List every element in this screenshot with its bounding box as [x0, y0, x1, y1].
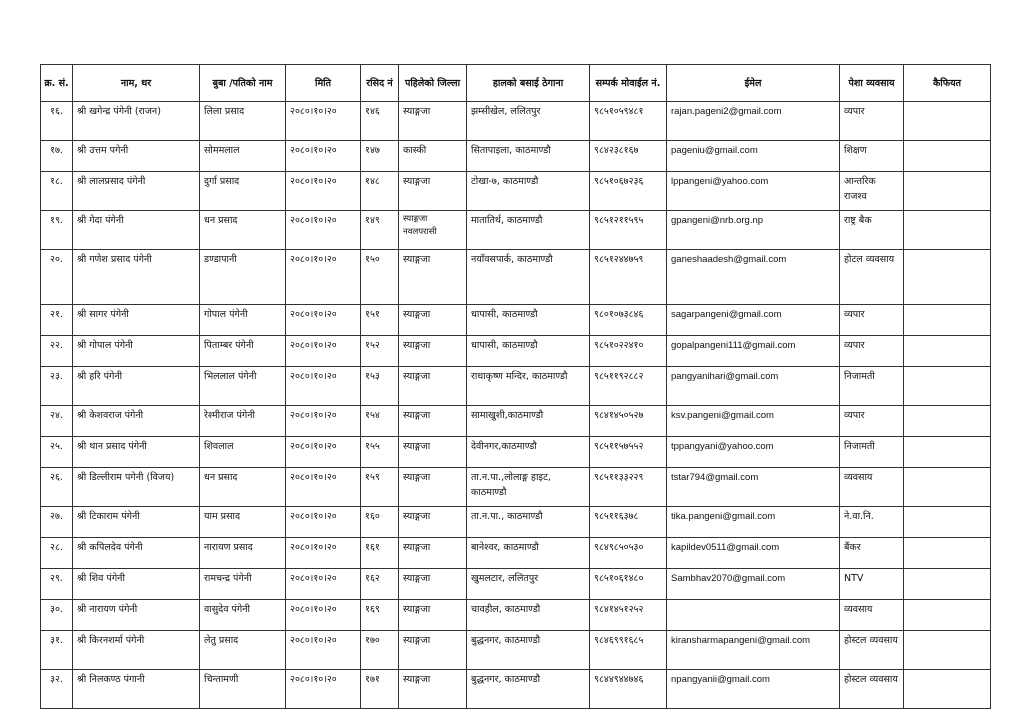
cell-occupation: व्यवसाय [840, 468, 904, 507]
cell-name: श्री डिल्लीराम पगेनी (विजय) [73, 468, 200, 507]
cell-remarks [904, 569, 991, 600]
cell-receipt: १६२ [361, 569, 399, 600]
table-row [41, 437, 991, 468]
cell-phone: ९८४६९९१६८५ [590, 631, 667, 670]
cell-serial: २०. [41, 250, 73, 305]
cell-email: Sambhav2070@gmail.com [667, 569, 840, 600]
cell-remarks [904, 437, 991, 468]
table-row [41, 141, 991, 172]
cell-prev-district: स्याङ्गजा [399, 367, 467, 406]
cell-prev-district: स्याङ्गजा नवलपरासी [399, 211, 467, 250]
cell-remarks [904, 211, 991, 250]
cell-email: ksv.pangeni@gmail.com [667, 406, 840, 437]
cell-serial: २६. [41, 468, 73, 507]
table-row [41, 102, 991, 141]
header-address: हालको बसाई ठेगाना [467, 65, 590, 102]
cell-address: बानेश्वर, काठमाण्डौ [467, 538, 590, 569]
cell-receipt: १४८ [361, 172, 399, 211]
cell-address: बुद्धनगर, काठमाण्डौ [467, 631, 590, 670]
cell-email: rajan.pageni2@gmail.com [667, 102, 840, 141]
cell-serial: १९. [41, 211, 73, 250]
cell-name: श्री लालप्रसाद पंगेनी [73, 172, 200, 211]
cell-date: २०८०।१०।२० [286, 141, 361, 172]
cell-date: २०८०।१०।२० [286, 569, 361, 600]
cell-father: याम प्रसाद [200, 507, 286, 538]
cell-email [667, 600, 840, 631]
cell-date: २०८०।१०।२० [286, 507, 361, 538]
cell-remarks [904, 336, 991, 367]
cell-phone: ९८५११५७५५२ [590, 437, 667, 468]
cell-receipt: १४७ [361, 141, 399, 172]
table-row [41, 172, 991, 211]
cell-email: gpangeni@nrb.org.np [667, 211, 840, 250]
member-table [40, 64, 991, 709]
header-serial: क्र. सं. [41, 65, 73, 102]
cell-father: वासुदेव पंगेनी [200, 600, 286, 631]
table-row [41, 367, 991, 406]
cell-father: चिन्तामणी [200, 670, 286, 709]
cell-prev-district: स्याङ्गजा [399, 538, 467, 569]
cell-occupation: व्यपार [840, 102, 904, 141]
cell-prev-district: स्याङ्गजा [399, 102, 467, 141]
table-row [41, 250, 991, 305]
cell-father: धन प्रसाद [200, 468, 286, 507]
cell-father: पिताम्बर पंगेनी [200, 336, 286, 367]
cell-prev-district: स्याङ्गजा [399, 507, 467, 538]
cell-name: श्री सागर पंगेनी [73, 305, 200, 336]
table-row [41, 305, 991, 336]
cell-serial: १७. [41, 141, 73, 172]
cell-address: सितापाइला, काठमाण्डौ [467, 141, 590, 172]
cell-serial: ३१. [41, 631, 73, 670]
cell-phone: ९८५१२११५९५ [590, 211, 667, 250]
cell-occupation: व्यपार [840, 336, 904, 367]
cell-father: रामचन्द्र पंगेनी [200, 569, 286, 600]
cell-prev-district: स्याङ्गजा [399, 670, 467, 709]
cell-occupation: होटल व्यवसाय [840, 250, 904, 305]
cell-date: २०८०।१०।२० [286, 250, 361, 305]
cell-occupation: व्यपार [840, 406, 904, 437]
cell-serial: २८. [41, 538, 73, 569]
cell-prev-district: स्याङ्गजा [399, 336, 467, 367]
cell-date: २०८०।१०।२० [286, 437, 361, 468]
cell-name: श्री थान प्रसाद पंगेनी [73, 437, 200, 468]
cell-receipt: १६० [361, 507, 399, 538]
cell-email: kiransharmapangeni@gmail.com [667, 631, 840, 670]
cell-phone: ९८५१०६१४८० [590, 569, 667, 600]
cell-remarks [904, 141, 991, 172]
cell-father: रेश्मीराज पंगेनी [200, 406, 286, 437]
cell-date: २०८०।१०।२० [286, 336, 361, 367]
cell-date: २०८०।१०।२० [286, 211, 361, 250]
cell-date: २०८०।१०।२० [286, 468, 361, 507]
cell-remarks [904, 600, 991, 631]
cell-remarks [904, 102, 991, 141]
cell-prev-district: स्याङ्गजा [399, 631, 467, 670]
header-name: नाम, थर [73, 65, 200, 102]
header-occupation: पेशा व्यवसाय [840, 65, 904, 102]
header-father: बुबा /पतिको नाम [200, 65, 286, 102]
cell-serial: २२. [41, 336, 73, 367]
cell-remarks [904, 631, 991, 670]
table-row [41, 211, 991, 250]
cell-address: झम्सीखेल, ललितपुर [467, 102, 590, 141]
cell-serial: २४. [41, 406, 73, 437]
cell-name: श्री खगेन्द्र पंगेनी (राजन) [73, 102, 200, 141]
cell-serial: ३२. [41, 670, 73, 709]
cell-father: नारायण प्रसाद [200, 538, 286, 569]
cell-date: २०८०।१०।२० [286, 631, 361, 670]
cell-serial: २९. [41, 569, 73, 600]
cell-father: लिला प्रसाद [200, 102, 286, 141]
cell-remarks [904, 507, 991, 538]
cell-receipt: १५२ [361, 336, 399, 367]
cell-receipt: १६९ [361, 600, 399, 631]
cell-occupation: ने.वा.नि. [840, 507, 904, 538]
cell-occupation: निजामती [840, 367, 904, 406]
cell-father: भिललाल पंगेनी [200, 367, 286, 406]
cell-occupation: शिक्षण [840, 141, 904, 172]
cell-remarks [904, 468, 991, 507]
cell-remarks [904, 305, 991, 336]
cell-receipt: १७१ [361, 670, 399, 709]
cell-father: डण्डापानी [200, 250, 286, 305]
cell-receipt: १५१ [361, 305, 399, 336]
cell-email: lppangeni@yahoo.com [667, 172, 840, 211]
cell-phone: ९८५११९२८८२ [590, 367, 667, 406]
cell-remarks [904, 538, 991, 569]
cell-name: श्री हरि पंगेनी [73, 367, 200, 406]
cell-father: लेतु प्रसाद [200, 631, 286, 670]
cell-receipt: १५४ [361, 406, 399, 437]
cell-remarks [904, 406, 991, 437]
cell-phone: ९८४९८५०५३० [590, 538, 667, 569]
cell-address: राधाकृष्ण मन्दिर, काठमाण्डौ [467, 367, 590, 406]
cell-prev-district: स्याङ्गजा [399, 172, 467, 211]
cell-address: मातातिर्थ, काठमाण्डौ [467, 211, 590, 250]
cell-occupation: निजामती [840, 437, 904, 468]
cell-remarks [904, 172, 991, 211]
cell-name: श्री गणेश प्रसाद पंगेनी [73, 250, 200, 305]
header-email: ईमेल [667, 65, 840, 102]
cell-prev-district: स्याङ्गजा [399, 406, 467, 437]
cell-phone: ९८४१४५१२५२ [590, 600, 667, 631]
cell-serial: २७. [41, 507, 73, 538]
cell-phone: ९८५११६३७८ [590, 507, 667, 538]
cell-prev-district: स्याङ्गजा [399, 468, 467, 507]
cell-serial: १६. [41, 102, 73, 141]
cell-phone: ९८०१०७३८४६ [590, 305, 667, 336]
cell-address: खुमलटार, ललितपुर [467, 569, 590, 600]
cell-email: npangyanii@gmail.com [667, 670, 840, 709]
cell-phone: ९८४२३८१६७ [590, 141, 667, 172]
cell-address: धापासी, काठमाण्डौ [467, 336, 590, 367]
cell-serial: २५. [41, 437, 73, 468]
cell-serial: ३०. [41, 600, 73, 631]
cell-phone: ९८५१०६७२३६ [590, 172, 667, 211]
cell-father: धन प्रसाद [200, 211, 286, 250]
cell-receipt: १५० [361, 250, 399, 305]
cell-name: श्री किरनशर्मा पंगेनी [73, 631, 200, 670]
cell-prev-district: स्याङ्गजा [399, 305, 467, 336]
table-row [41, 670, 991, 709]
cell-address: सामाखुशी,काठमाण्डौ [467, 406, 590, 437]
table-row [41, 336, 991, 367]
table-header-row [41, 65, 991, 102]
cell-phone: ९८५११३३२२९ [590, 468, 667, 507]
cell-occupation: होस्टल व्यवसाय [840, 670, 904, 709]
cell-phone: ९८४४९४४७४६ [590, 670, 667, 709]
cell-occupation: राष्ट्र बैक [840, 211, 904, 250]
cell-serial: २१. [41, 305, 73, 336]
cell-father: शिवलाल [200, 437, 286, 468]
cell-email: tppangyani@yahoo.com [667, 437, 840, 468]
cell-prev-district: स्याङ्गजा [399, 569, 467, 600]
cell-name: श्री गोपाल पंगेनी [73, 336, 200, 367]
cell-prev-district: स्याङ्गजा [399, 250, 467, 305]
cell-prev-district: स्याङ्गजा [399, 600, 467, 631]
header-date: मिति [286, 65, 361, 102]
cell-address: बुद्धनगर, काठमाण्डौ [467, 670, 590, 709]
header-receipt: रसिद नं [361, 65, 399, 102]
cell-date: २०८०।१०।२० [286, 102, 361, 141]
table-row [41, 406, 991, 437]
cell-name: श्री नारायण पंगेनी [73, 600, 200, 631]
cell-date: २०८०।१०।२० [286, 538, 361, 569]
cell-name: श्री कपिलदेव पंगेनी [73, 538, 200, 569]
cell-address: धापासी, काठमाण्डौ [467, 305, 590, 336]
cell-occupation: आन्तरिक राजश्व [840, 172, 904, 211]
cell-email: gopalpangeni111@gmail.com [667, 336, 840, 367]
cell-phone: ९८५१०२२४१० [590, 336, 667, 367]
cell-address: चावहील, काठमाण्डौ [467, 600, 590, 631]
cell-occupation: बैंकर [840, 538, 904, 569]
cell-prev-district: कास्की [399, 141, 467, 172]
cell-receipt: १४९ [361, 211, 399, 250]
cell-address: देवीनगर,काठमाण्डौ [467, 437, 590, 468]
cell-name: श्री केशवराज पंगेनी [73, 406, 200, 437]
cell-date: २०८०।१०।२० [286, 172, 361, 211]
cell-occupation: होस्टल व्यवसाय [840, 631, 904, 670]
cell-address: ता.न.पा.,लोलाङ्ग हाइट, काठमाण्डौ [467, 468, 590, 507]
cell-date: २०८०।१०।२० [286, 670, 361, 709]
cell-address: ता.न.पा., काठमाण्डौ [467, 507, 590, 538]
cell-name: श्री टिकाराम पंगेनी [73, 507, 200, 538]
cell-remarks [904, 670, 991, 709]
cell-email: tstar794@gmail.com [667, 468, 840, 507]
cell-date: २०८०।१०।२० [286, 305, 361, 336]
cell-name: श्री उत्तम पगेनी [73, 141, 200, 172]
cell-remarks [904, 250, 991, 305]
cell-name: श्री गेदा पंगेनी [73, 211, 200, 250]
cell-phone: ९८५१२४४७५९ [590, 250, 667, 305]
cell-prev-district: स्याङ्गजा [399, 437, 467, 468]
cell-phone: ९८४१४५०५२७ [590, 406, 667, 437]
header-phone: सम्पर्क मोवाईल नं. [590, 65, 667, 102]
cell-receipt: १५३ [361, 367, 399, 406]
table-row [41, 468, 991, 507]
cell-serial: १८. [41, 172, 73, 211]
cell-remarks [904, 367, 991, 406]
cell-receipt: १५५ [361, 437, 399, 468]
cell-receipt: १७० [361, 631, 399, 670]
cell-receipt: १६१ [361, 538, 399, 569]
table-row [41, 507, 991, 538]
table-row [41, 569, 991, 600]
cell-email: pangyanihari@gmail.com [667, 367, 840, 406]
cell-date: २०८०।१०।२० [286, 406, 361, 437]
cell-email: pageniu@gmail.com [667, 141, 840, 172]
cell-address: टोखा-७, काठमाण्डौ [467, 172, 590, 211]
cell-address: नयाँवसपार्क, काठमाण्डौ [467, 250, 590, 305]
header-prev-district: पहिलेको जिल्ला [399, 65, 467, 102]
cell-date: २०८०।१०।२० [286, 600, 361, 631]
cell-name: श्री शिव पंगेनी [73, 569, 200, 600]
cell-email: ganeshaadesh@gmail.com [667, 250, 840, 305]
cell-name: श्री निलकण्ठ पंगानी [73, 670, 200, 709]
table-row [41, 631, 991, 670]
header-remarks: कैफियत [904, 65, 991, 102]
cell-occupation: व्यपार [840, 305, 904, 336]
cell-email: tika.pangeni@gmail.com [667, 507, 840, 538]
cell-phone: ९८५१०५९४८१ [590, 102, 667, 141]
cell-receipt: १४६ [361, 102, 399, 141]
table-row [41, 600, 991, 631]
cell-father: गोपाल पंगेनी [200, 305, 286, 336]
cell-occupation: व्यवसाय [840, 600, 904, 631]
cell-father: सोममलाल [200, 141, 286, 172]
cell-email: kapildev0511@gmail.com [667, 538, 840, 569]
cell-date: २०८०।१०।२० [286, 367, 361, 406]
cell-receipt: १५९ [361, 468, 399, 507]
cell-father: दुर्गा प्रसाद [200, 172, 286, 211]
cell-email: sagarpangeni@gmail.com [667, 305, 840, 336]
cell-serial: २३. [41, 367, 73, 406]
cell-occupation: NTV [840, 569, 904, 600]
table-row [41, 538, 991, 569]
